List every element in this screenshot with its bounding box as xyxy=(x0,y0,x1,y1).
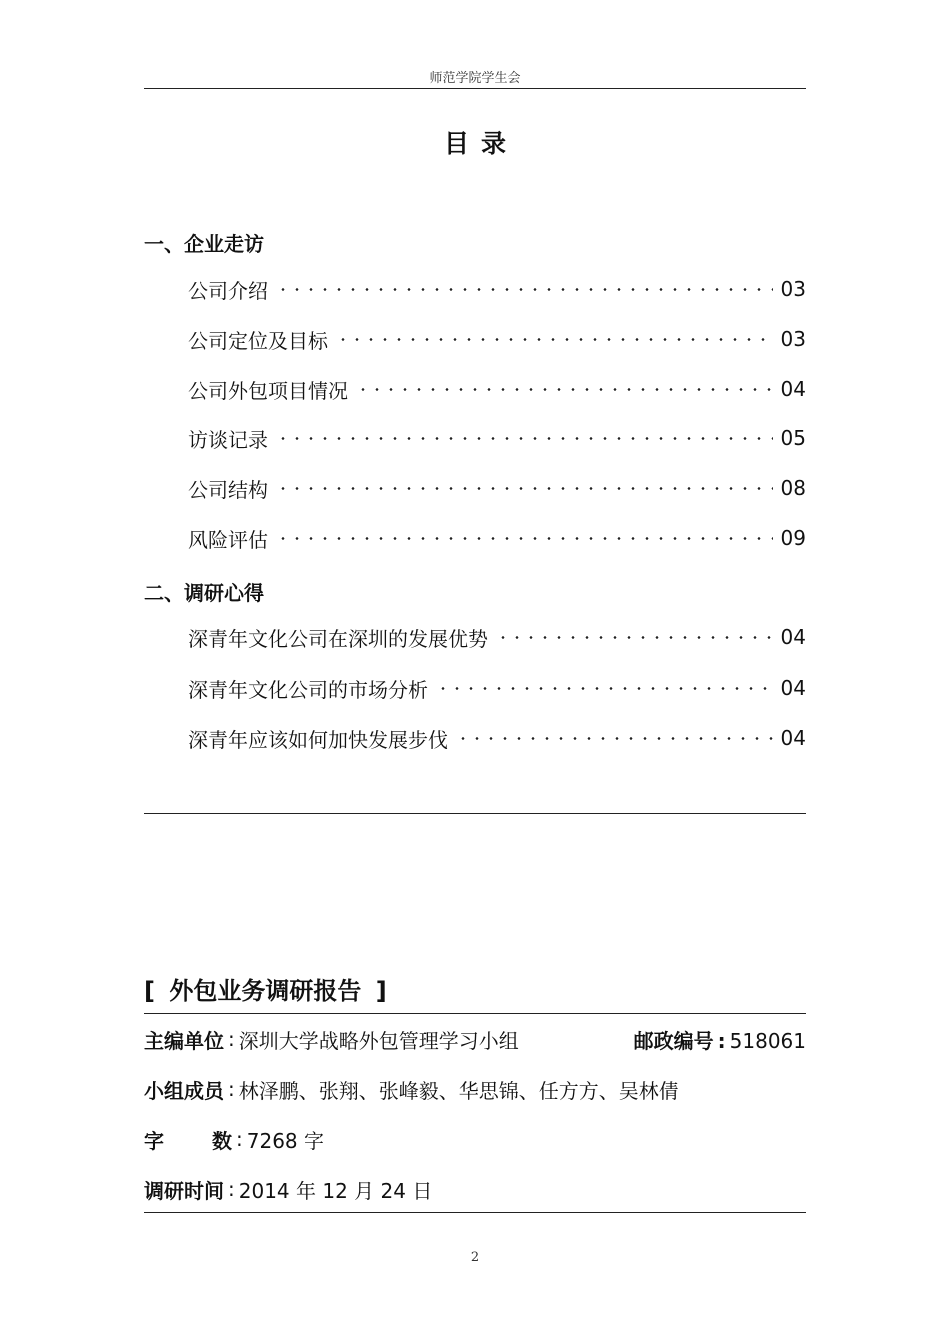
bracket-open: [ xyxy=(144,977,155,1005)
toc-entry-label: 深青年应该如何加快发展步伐 xyxy=(188,727,448,752)
report-end-rule xyxy=(144,1212,806,1213)
toc-section-heading: 二、调研心得 xyxy=(144,581,264,605)
toc-entry-page: 08 xyxy=(780,476,806,500)
toc-entry[interactable] xyxy=(188,723,806,753)
dot-leader xyxy=(456,737,773,740)
postcode-label: 邮政编号 xyxy=(633,1028,714,1053)
page-header: 师范学院学生会 xyxy=(429,71,521,86)
dot-leader xyxy=(276,487,773,490)
postcode-value: 518061 xyxy=(729,1028,806,1053)
dot-leader xyxy=(276,288,773,291)
words-label: 字数 xyxy=(144,1128,232,1153)
toc-entry-page: 09 xyxy=(780,526,806,550)
toc-entry[interactable] xyxy=(188,274,806,304)
dot-leader xyxy=(496,636,773,639)
toc-entry-label: 公司介绍 xyxy=(188,278,268,303)
dot-leader xyxy=(276,437,773,440)
toc-entry-page: 04 xyxy=(780,676,806,700)
editor-label: 主编单位 xyxy=(144,1028,224,1053)
bracket-close: ] xyxy=(375,977,387,1005)
page-number: 2 xyxy=(470,1250,480,1265)
colon: : xyxy=(228,1077,235,1101)
report-title-text: 外包业务调研报告 xyxy=(169,977,362,1005)
members-label: 小组成员 xyxy=(144,1078,224,1103)
toc-entry[interactable] xyxy=(188,423,806,453)
colon: : xyxy=(228,1177,235,1201)
date-label: 调研时间 xyxy=(144,1178,224,1203)
toc-entry-label: 深青年文化公司在深圳的发展优势 xyxy=(188,626,488,651)
toc-entry-label: 公司外包项目情况 xyxy=(188,378,348,403)
report-title-rule xyxy=(144,1013,806,1014)
toc-end-rule xyxy=(144,813,806,814)
report-title xyxy=(144,971,387,1006)
colon: : xyxy=(717,1028,726,1053)
toc-entry[interactable] xyxy=(188,523,806,553)
dot-leader xyxy=(276,537,773,540)
toc-section-heading: 一、企业走访 xyxy=(144,232,264,256)
toc-entry-page: 04 xyxy=(780,726,806,750)
toc-entry[interactable] xyxy=(188,473,806,503)
members-value: 林泽鹏、张翔、张峰毅、华思锦、任方方、吴林倩 xyxy=(238,1078,679,1103)
dot-leader xyxy=(336,338,773,341)
words-row xyxy=(144,1124,806,1154)
toc-entry-label: 深青年文化公司的市场分析 xyxy=(188,677,428,702)
toc-entry[interactable] xyxy=(188,324,806,354)
toc-entry-page: 04 xyxy=(780,625,806,649)
postcode-group xyxy=(634,1025,806,1054)
words-value: 7268 字 xyxy=(246,1128,325,1153)
editor-value: 深圳大学战略外包管理学习小组 xyxy=(238,1028,519,1053)
toc-entry[interactable] xyxy=(188,622,806,652)
date-value: 2014 年 12 月 24 日 xyxy=(238,1178,433,1203)
editor-row xyxy=(144,1024,806,1054)
toc-title: 目录 xyxy=(443,129,518,158)
toc-entry[interactable] xyxy=(188,374,806,404)
toc-entry-page: 03 xyxy=(780,277,806,301)
toc-entry-label: 公司结构 xyxy=(188,477,268,502)
toc-entry-label: 公司定位及目标 xyxy=(188,328,328,353)
toc-entry-label: 风险评估 xyxy=(188,527,268,552)
members-row xyxy=(144,1074,806,1104)
date-row xyxy=(144,1174,806,1204)
colon: : xyxy=(236,1127,243,1151)
toc-entry[interactable] xyxy=(188,673,806,703)
colon: : xyxy=(228,1027,235,1051)
toc-entry-page: 03 xyxy=(780,327,806,351)
dot-leader xyxy=(436,687,773,690)
dot-leader xyxy=(356,388,773,391)
toc-entry-page: 05 xyxy=(780,426,806,450)
header-rule xyxy=(144,88,806,89)
toc-entry-page: 04 xyxy=(780,377,806,401)
toc-entry-label: 访谈记录 xyxy=(188,427,268,452)
